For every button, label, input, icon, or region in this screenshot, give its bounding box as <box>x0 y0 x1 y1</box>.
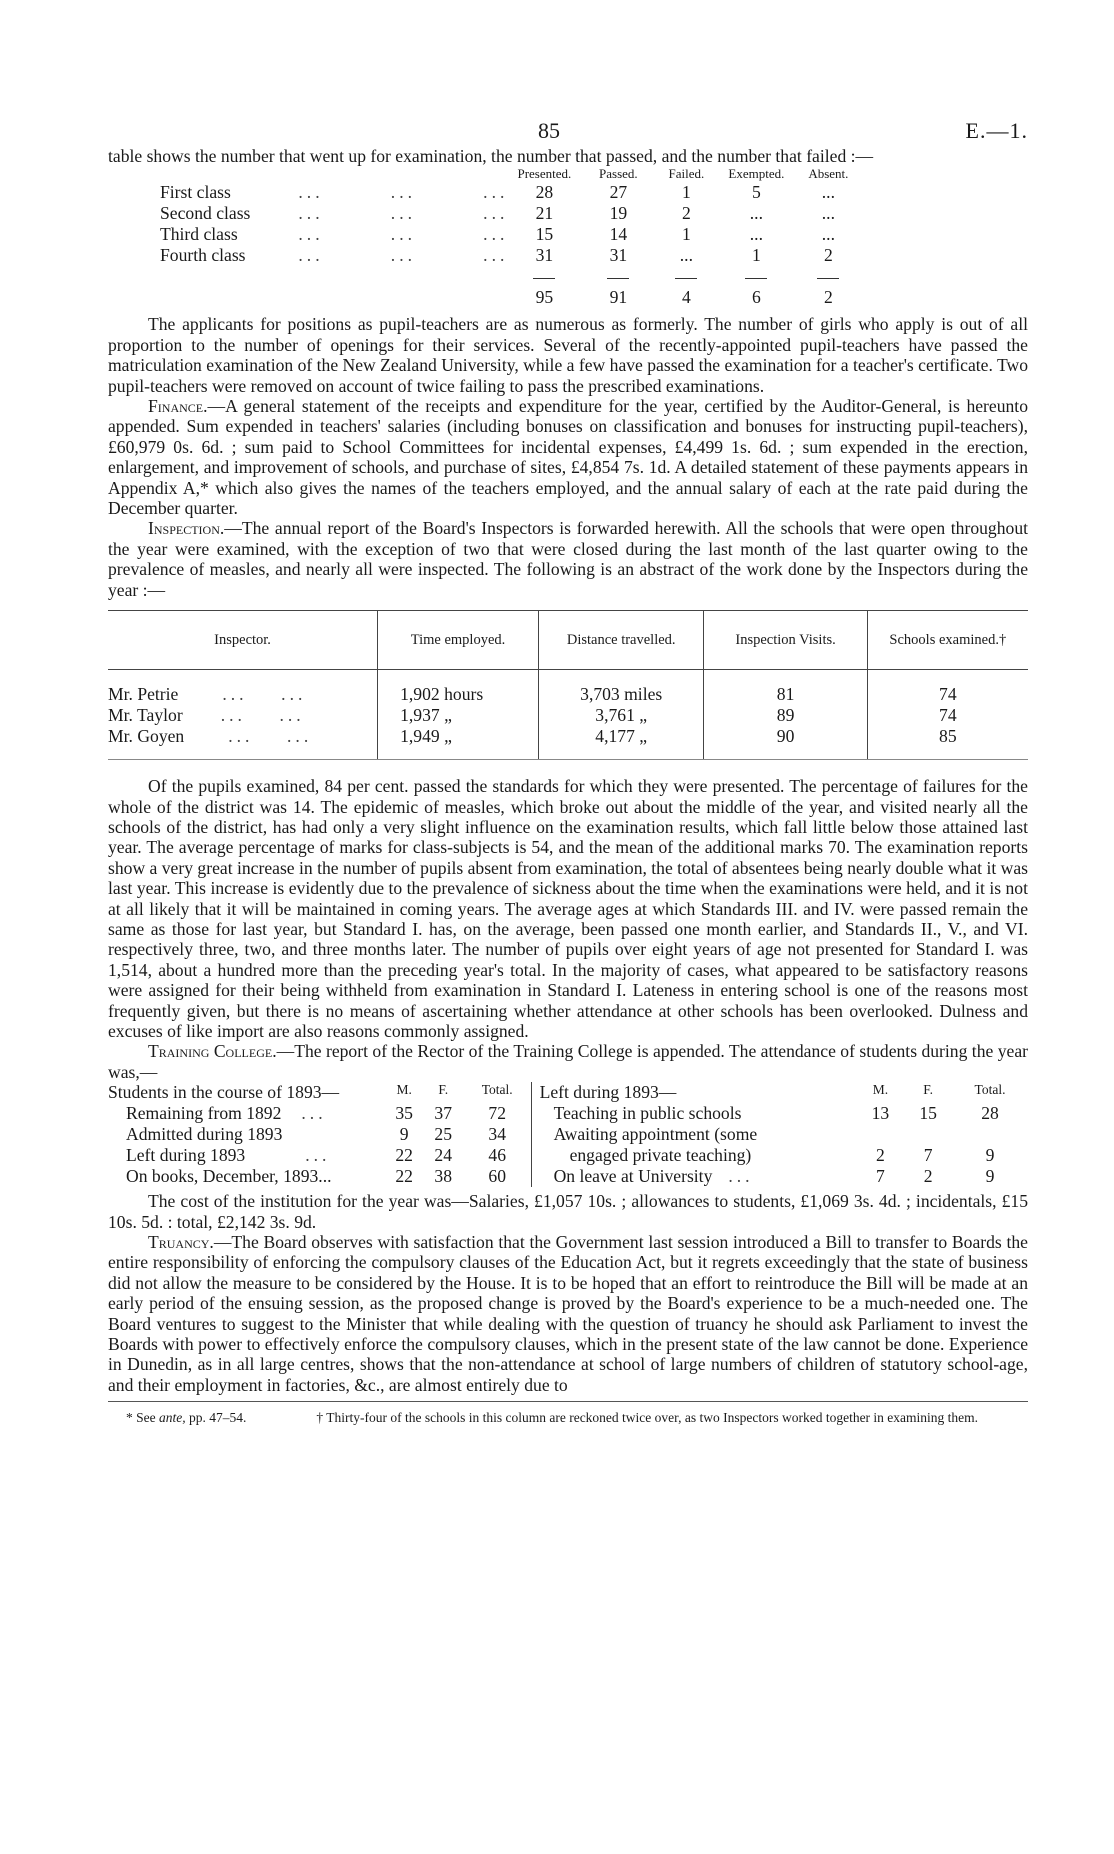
intro-text: table shows the number that went up for examination, the number that passed, and the number that failed :— <box>108 146 874 166</box>
divider <box>745 278 767 279</box>
row-label: First class <box>160 182 231 203</box>
table-header <box>108 611 1028 670</box>
page-number: 85 <box>538 118 560 143</box>
col-schools: Schools examined.† <box>867 611 1028 670</box>
truancy-heading: Truancy. <box>148 1232 214 1252</box>
inspector-table <box>108 610 1028 760</box>
col-distance: Distance travelled. <box>538 611 704 670</box>
col-exempted: Exempted. <box>728 166 785 182</box>
truancy-paragraph: Truancy.—The Board observes with satisfaction that the Government last session introduced a Bill to transfer to Boards the entire responsibility of enforcing the compulsory clauses of the Education Act, but it regrets exceedingly that the state of business did not allow the measure to be considered by the House. It is to be hoped that an effort to reintroduce the Bill will be made at an early period of the ensuing session, as the proposed change is proved by the Board's experience to be a much-needed one. The Board ventures to suggest to the Minister that while dealing with the question of truancy he should ask Parliament to invest the Boards with power to effectively enforce the compulsory clauses, which in the present state of the law cannot be done. Experience in Dunedin, as in all large centres, shows that the non-attendance at school of large numbers of children of statutory school-age, and their employment in factories, &c., are almost entirely due to <box>108 1232 1028 1395</box>
table-header: Students in the course of 1893— M. F. Total. Left during 1893— M. F. Total. <box>108 1082 1006 1103</box>
col-failed: Failed. <box>668 166 705 182</box>
divider <box>817 278 839 279</box>
table-row: Third class ... ... ... 15 14 1 ... ... <box>108 224 860 245</box>
col-visits: Inspection Visits. <box>704 611 867 670</box>
inspection-heading: Inspection. <box>148 518 225 539</box>
table-row: Mr. Taylor ... ... 1,937 „ 3,761 „ 89 74 <box>108 705 1028 726</box>
document-page <box>108 96 1028 1426</box>
col-absent: Absent. <box>808 166 849 182</box>
divider <box>675 278 697 279</box>
table-row: Admitted during 1893 9 25 34 Awaiting appointment (some <box>108 1124 1028 1145</box>
col-passed: Passed. <box>599 166 638 182</box>
footnote-2: † Thirty-four of the schools in this column are reckoned twice over, as two Inspectors worked together in examining them. <box>316 1410 979 1426</box>
table-row: Remaining from 1892 ... 35 37 72 Teaching in public schools 13 15 28 <box>126 1103 999 1124</box>
divider <box>533 278 555 279</box>
pupils-paragraph: Of the pupils examined, 84 per cent. passed the standards for which they were presented. The percentage of failures for the whole of the district was 14. The epidemic of measles, which broke out about the middle of the year, and visited nearly all the schools of the district, has had only a very slight influence on the examination results, which fall little below those attained last year. The average percentage of marks for class-subjects is 54, and the mean of the additional marks 70. The examination reports show a very great increase in the number of pupils absent from examination, the total of absentees being nearly double what it was last year. This increase is evidently due to the prevalence of sickness about the time when the examinations were held, and it is not at all likely that it will be maintained in coming years. The average ages at which Standards III. and IV. were passed remain the same as those for last year, but Standard I. has, on the average, been passed one month earlier, and Standards II., V., and VI. respectively three, two, and three months later. The number of pupils over eight years of age not presented for Standard I. was 1,514, about a hundred more than the preceding year's total. In the majority of cases, what appeared to be satisfactory reasons were assigned for their being withheld from examination in Standard I. Lateness in entering school is one of the reasons most frequently given, but there is no means of ascertaining whether attendance at other schools has been overlooked. Dulness and excuses of like import are also reasons commonly assigned. <box>108 776 1028 1041</box>
footnote-1: * See ante, pp. 47–54. <box>126 1410 247 1426</box>
footnotes <box>108 1401 1028 1426</box>
training-paragraph: Training College.—The report of the Rector of the Training College is appended. The attendance of students during the year was,— <box>108 1041 1028 1082</box>
row-label: Third class <box>160 224 238 245</box>
col-presented: Presented. <box>517 166 572 182</box>
table-row: Second class ... ... ... 21 19 2 ... ... <box>108 203 860 224</box>
table-row: Fourth class ... ... ... 31 31 ... 1 2 <box>108 245 860 266</box>
divider <box>607 278 629 279</box>
finance-paragraph: Finance.—A general statement of the receipts and expenditure for the year, certified by the Auditor-General, is hereunto appended. Sum expended in teachers' salaries (including bonuses on classification and bonuses for instructing pupil-teachers), £60,979 0s. 6d. ; sum paid to School Committees for incidental expenses, £4,499 1s. 6d. ; sum expended in the erection, enlargement, and improvement of schools, and purchase of sites, £4,854 7s. 1d. A detailed statement of these payments appears in Appendix A,* which also gives the names of the teachers employed, and the annual salary of each at the rate paid during the December quarter. <box>108 396 1028 519</box>
table-row: Mr. Petrie ... ... 1,902 hours 3,703 miles 81 74 <box>108 670 1028 706</box>
exam-results-table <box>108 166 860 308</box>
totals-row: 95 91 4 6 2 <box>535 287 833 308</box>
table-row: Left during 1893 ... 22 24 46 engaged private teaching) 2 7 9 <box>126 1145 995 1166</box>
col-inspector: Inspector. <box>108 611 378 670</box>
finance-heading: Finance. <box>148 396 208 417</box>
col-time: Time employed. <box>378 611 539 670</box>
total-rule-row <box>108 266 860 287</box>
cost-paragraph: The cost of the institution for the year was—Salaries, £1,057 10s. ; allowances to students, £1,069 3s. 4d. ; incidentals, £15 10s. 5d. : total, £2,142 3s. 9d. <box>108 1191 1028 1232</box>
left-title: Students in the course of 1893— <box>108 1082 340 1103</box>
applicants-paragraph: The applicants for positions as pupil-teachers are as numerous as formerly. The number of girls who apply is out of all proportion to the number of openings for their services. Several of the recently-appointed pupil-teachers have passed the matriculation examination of the New Zealand University, while a few have passed the examination for a teacher's certificate. Two pupil-teachers were removed on account of twice failing to pass the prescribed examinations. <box>108 314 1028 396</box>
table-row: On books, December, 1893... 22 38 60 On leave at University ... 7 2 9 <box>126 1166 995 1187</box>
document-reference: E.—1. <box>965 118 1028 143</box>
row-label: Second class <box>160 203 251 224</box>
row-label: Fourth class <box>160 245 246 266</box>
page-header <box>108 96 1028 146</box>
inspection-paragraph: Inspection.—The annual report of the Board's Inspectors is forwarded herewith. All the schools that were open throughout the year were examined, with the exception of two that were closed during the last month of the last quarter owing to the prevalence of measles, and nearly all were inspected. The following is an abstract of the work done by the Inspectors during the year :— <box>108 518 1028 600</box>
table-row: Mr. Goyen ... ... 1,949 „ 4,177 „ 90 85 <box>108 726 1028 760</box>
training-college-table <box>108 1082 1028 1187</box>
right-title: Left during 1893— <box>531 1082 856 1103</box>
table-row: First class ... ... ... 28 27 1 5 ... <box>108 182 860 203</box>
training-heading: Training College. <box>148 1041 277 1062</box>
